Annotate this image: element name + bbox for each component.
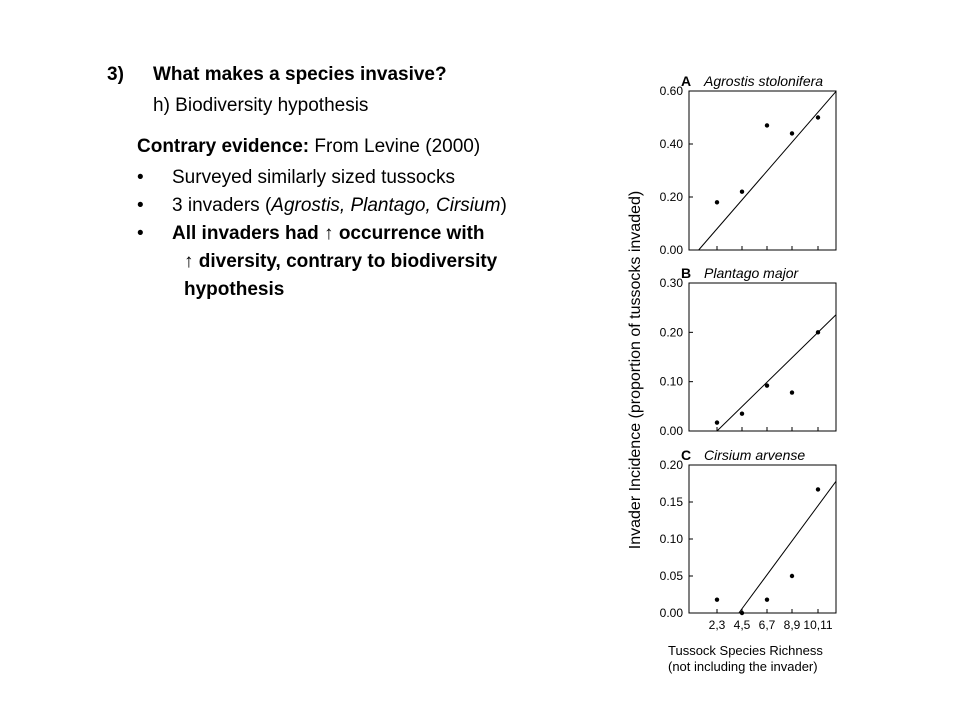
y-tick-label: 0.60 [659,84,683,98]
panel-frame [689,283,836,431]
x-tick-label: 2,3 [708,618,726,632]
y-tick-label: 0.10 [659,374,683,389]
y-tick-label: 0.40 [659,137,683,151]
data-point [740,611,744,615]
bullet-text [172,195,507,217]
y-axis-label: Invader Incidence (proportion of tussocks invaded) [627,190,644,550]
y-tick-label: 0.05 [659,569,683,583]
slide-heading [107,64,447,86]
data-point [765,383,769,387]
x-tick-label: 4,5 [733,618,751,632]
x-tick-label: 8,9 [783,618,801,632]
contrary-source: From Levine (2000) [309,136,481,157]
data-point [715,597,719,601]
data-point [790,574,794,578]
data-point [740,412,744,416]
data-point [816,487,820,491]
data-point [765,123,769,127]
levine-figure [600,60,860,680]
bullet-text-species: Agrostis, Plantago, Cirsium [271,195,501,216]
trend-line [739,481,836,613]
trend-line [699,91,836,250]
contrary-label: Contrary evidence: [137,136,310,157]
x-axis-label: (not including the invader) [668,659,818,674]
panel-frame [689,465,836,613]
data-point [790,390,794,394]
panel-letter: C [681,447,692,463]
bullet-continuation: ↑ diversity, contrary to biodiversity [184,251,498,272]
panel-letter: B [681,265,692,281]
bullet-marker: • [137,223,144,244]
data-point [765,597,769,601]
data-point [816,330,820,334]
x-tick-label: 6,7 [758,618,776,632]
x-tick-label: 10,11 [803,618,833,632]
panel-species: Agrostis stolonifera [704,73,824,89]
data-point [740,190,744,194]
panel-letter: A [681,73,692,89]
x-axis-label: Tussock Species Richness [668,643,823,658]
y-tick-label: 0.20 [659,190,683,204]
y-tick-label: 0.30 [659,276,683,290]
bullet-continuation: hypothesis [184,279,285,300]
slide-text [0,0,600,320]
bullet-text-prefix: 3 invaders ( [172,195,272,216]
data-point [816,115,820,119]
data-point [715,420,719,424]
contrary-evidence [137,136,480,158]
data-point [715,200,719,204]
bullet-text: All invaders had ↑ occurrence with [172,223,485,244]
bullet-marker: • [137,167,144,188]
y-tick-label: 0.10 [659,532,683,546]
y-tick-label: 0.00 [659,424,683,438]
panel-frame [689,91,836,250]
panel-species: Cirsium arvense [704,447,806,463]
heading-text: What makes a species invasive? [153,64,447,85]
y-tick-label: 0.00 [659,243,683,257]
panel-species: Plantago major [704,265,799,281]
y-tick-label: 0.20 [659,325,683,340]
y-tick-label: 0.15 [659,495,683,509]
bullet-marker: • [137,195,144,216]
bullet-text: Surveyed similarly sized tussocks [172,167,455,188]
data-point [790,131,794,135]
bullet-text-suffix: ) [500,195,507,216]
heading-number: 3) [107,64,124,85]
y-tick-label: 0.20 [659,458,683,472]
y-tick-label: 0.00 [659,606,683,620]
subheading: h) Biodiversity hypothesis [153,95,369,116]
